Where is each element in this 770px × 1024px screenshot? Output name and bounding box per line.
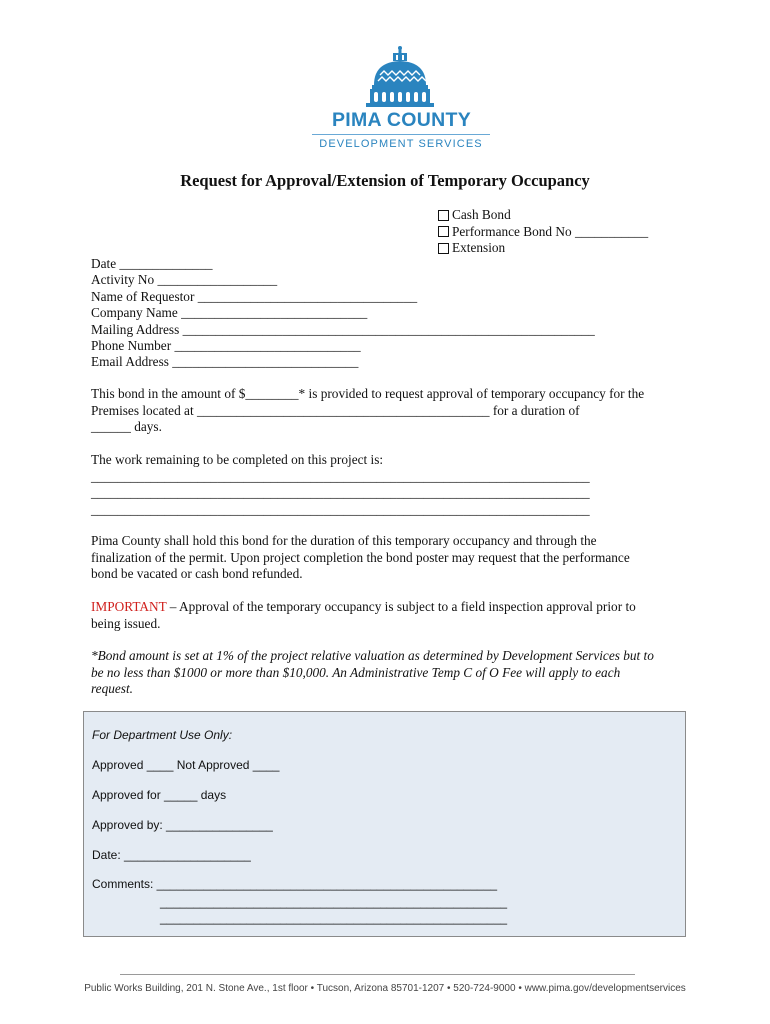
important-notice	[91, 599, 691, 632]
performance-bond-label: Performance Bond No ___________	[452, 223, 649, 239]
paragraph-line: bond be vacated or cash bond refunded.	[91, 566, 303, 581]
pima-county-logo	[300, 45, 500, 160]
premises-line[interactable]: Premises located at ____________________________________________ for a duration of	[91, 402, 580, 418]
note-line: *Bond amount is set at 1% of the project relative valuation as determined by Development Services but to	[91, 648, 654, 663]
phone-number-field[interactable]: Phone Number ____________________________	[91, 337, 361, 353]
extension-label: Extension	[452, 240, 506, 256]
activity-number-field[interactable]: Activity No __________________	[91, 272, 278, 288]
paragraph-line: finalization of the permit. Upon project completion the bond poster may request that the performance	[91, 549, 630, 565]
bond-line[interactable]: This bond in the amount of $________* is provided to request approval of temporary occupancy for the	[91, 386, 645, 401]
bond-amount-note	[91, 648, 691, 698]
note-line: request.	[91, 681, 133, 696]
note-line: be no less than $1000 or more than $10,000. An Administrative Temp C of O Fee will apply to each	[91, 664, 621, 680]
work-remaining-section	[91, 452, 691, 518]
comments-line[interactable]: ____________________________________________________	[160, 895, 508, 909]
extension-option[interactable]	[438, 240, 648, 257]
department-heading: For Department Use Only:	[92, 728, 233, 742]
cash-bond-option[interactable]	[438, 207, 648, 224]
request-type-options	[438, 207, 648, 257]
performance-bond-checkbox[interactable]	[438, 226, 449, 237]
approval-status-field[interactable]: Approved ____ Not Approved ____	[92, 758, 280, 772]
duration-line[interactable]: ______ days.	[91, 419, 162, 434]
cash-bond-label: Cash Bond	[452, 207, 511, 223]
comments-line[interactable]: ____________________________________________________	[160, 911, 508, 925]
paragraph-line: Pima County shall hold this bond for the duration of this temporary occupancy and through the	[91, 533, 597, 548]
logo-title: PIMA COUNTY	[331, 109, 472, 131]
hold-paragraph	[91, 533, 691, 583]
form-title: Request for Approval/Extension of Temporary Occupancy	[180, 171, 590, 190]
work-remaining-line[interactable]: ___________________________________________________________________________	[91, 468, 590, 484]
important-line	[91, 599, 691, 616]
email-address-field[interactable]: Email Address ____________________________	[91, 354, 359, 370]
logo-subtitle: DEVELOPMENT SERVICES	[319, 138, 483, 150]
date-field[interactable]: Date ______________	[91, 256, 213, 271]
work-remaining-label: The work remaining to be completed on this project is:	[91, 452, 384, 467]
footer-address: Public Works Building, 201 N. Stone Ave., 1st floor • Tucson, Arizona 85701-1207 • 520-724-9000 • www.pima.gov/developmentservices	[84, 983, 686, 994]
performance-bond-option[interactable]	[438, 224, 648, 241]
work-remaining-line[interactable]: ___________________________________________________________________________	[91, 485, 590, 500]
company-name-field[interactable]: Company Name ____________________________	[91, 305, 368, 321]
comments-field[interactable]: Comments: ___________________________________________________	[92, 877, 498, 891]
important-label: IMPORTANT	[91, 599, 167, 614]
bond-paragraph	[91, 386, 691, 436]
work-remaining-line[interactable]: ___________________________________________________________________________	[91, 501, 590, 517]
important-text: – Approval of the temporary occupancy is subject to a field inspection approval prior to	[166, 599, 636, 614]
requestor-name-field[interactable]: Name of Requestor _________________________________	[91, 288, 418, 304]
approved-by-field[interactable]: Approved by: ________________	[92, 818, 273, 832]
extension-checkbox[interactable]	[438, 243, 449, 254]
courthouse-dome-icon	[300, 45, 500, 109]
approved-for-days-field[interactable]: Approved for _____ days	[92, 788, 227, 802]
applicant-fields	[91, 256, 595, 371]
mailing-address-field[interactable]: Mailing Address ______________________________________________________________	[91, 321, 595, 337]
cash-bond-checkbox[interactable]	[438, 210, 449, 221]
department-date-field[interactable]: Date: ___________________	[92, 848, 251, 862]
logo-divider	[312, 134, 490, 135]
department-use-box	[83, 711, 686, 937]
footer-divider	[120, 974, 635, 975]
important-line-2: being issued.	[91, 615, 161, 631]
